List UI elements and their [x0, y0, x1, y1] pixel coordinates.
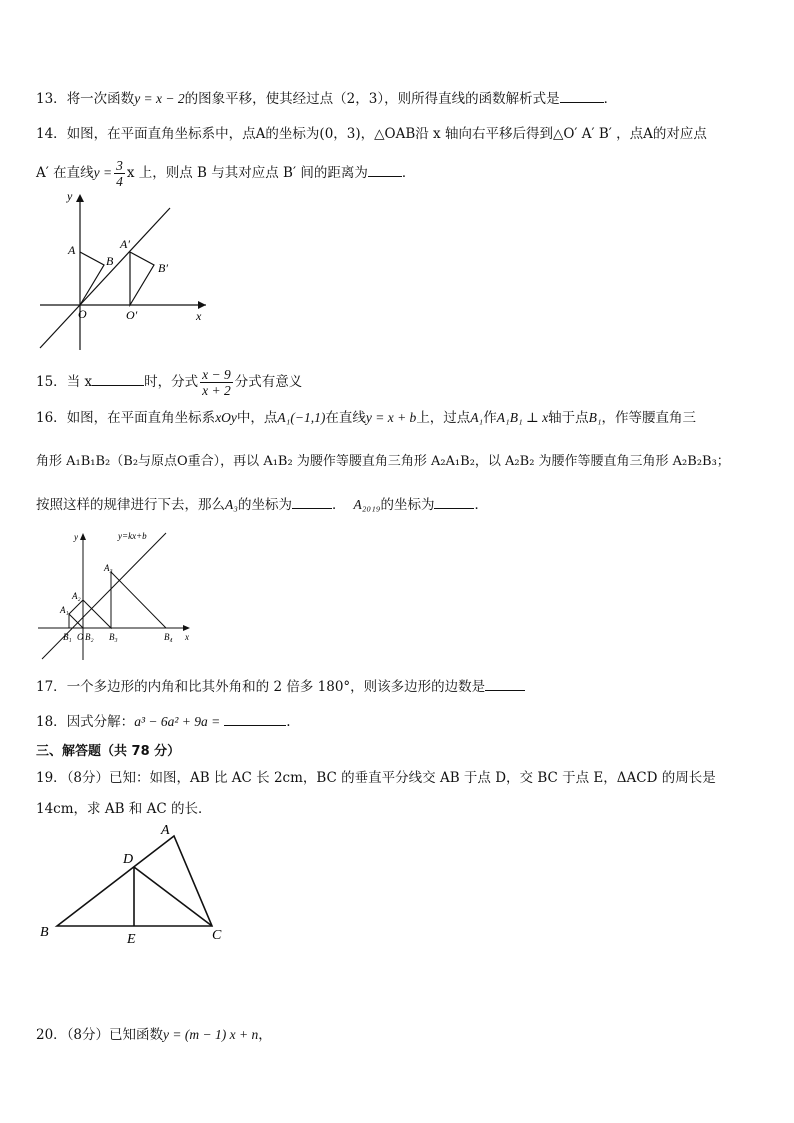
y-axis-arrow — [80, 533, 86, 540]
label-B4: B₄ — [164, 632, 173, 642]
triangle-A1B1B2 — [69, 614, 83, 628]
answer-blank[interactable] — [368, 162, 402, 177]
label-D: D — [123, 852, 134, 867]
label-C: C — [212, 928, 222, 943]
label-O: O — [78, 307, 87, 321]
section-3-title: 三、解答题（共 78 分） — [36, 744, 181, 759]
question-18: 18．因式分解：a³ − 6a² + 9a = . — [36, 711, 291, 732]
label-B1: B₁ — [63, 632, 72, 642]
q14-figure — [30, 190, 220, 355]
question-20: 20．（8分）已知函数y = (m − 1) x + n， — [36, 1027, 272, 1043]
answer-blank[interactable] — [485, 676, 525, 691]
question-19-line1: 19．（8分）已知：如图，AB 比 AC 长 2cm，BC 的垂直平分线交 AB 于点 D，交 BC 于点 E，ΔACD 的周长是 — [36, 770, 716, 786]
label-B: B — [40, 925, 49, 940]
line-kx-b — [42, 533, 166, 659]
fraction: $\frac{3}{4}$ — [116, 158, 123, 189]
question-14-line1: 14．如图，在平面直角坐标系中，点A的坐标为(0，3)，△OAB沿 x 轴向右平移后得到△O′ A′ B′ ，点A的对应点 — [36, 126, 707, 142]
label-B3: B₃ — [109, 632, 118, 642]
y-axis-arrow — [76, 194, 84, 202]
fraction: $\frac{x - 9}{x + 2}$ — [202, 367, 231, 398]
label-A: A — [68, 243, 76, 257]
label-line: y=kx+b — [118, 531, 147, 541]
question-16-line1: 16．如图，在平面直角坐标系xOy中，点A₁(−1,1)在直线y = x + b上，过点A₁作A₁B₁ ⊥ x轴于点B₁，作等腰直角三 — [36, 410, 697, 426]
answer-blank[interactable] — [292, 494, 332, 509]
q19-figure — [36, 818, 236, 948]
label-x: x — [185, 632, 189, 642]
answer-blank[interactable] — [434, 494, 474, 509]
label-y: y — [67, 190, 73, 203]
triangle-OAB — [80, 252, 104, 305]
label-B: B — [106, 254, 114, 268]
question-14-line2: A′ 在直线y = $\frac{3}{4}$ x 上，则点 B 与其对应点 B′ 间的距离为 ． — [36, 158, 416, 189]
label-O: O — [77, 632, 84, 642]
label-y: y — [74, 532, 78, 542]
question-19-line2: 14cm，求 AB 和 AC 的长． — [36, 801, 212, 817]
label-x: x — [196, 309, 202, 323]
answer-blank[interactable] — [92, 371, 144, 386]
triangles-A2B2B3-A3B3B4 — [83, 572, 166, 628]
label-Bp: B′ — [158, 261, 168, 275]
q16-figure — [36, 525, 196, 665]
question-13: 13．将一次函数y = x − 2的图象平移，使其经过点（2，3），则所得直线的函数解析式是 ． — [36, 88, 617, 109]
label-A2: A₂ — [72, 591, 81, 601]
label-A1: A₁ — [60, 605, 69, 615]
answer-blank[interactable] — [560, 88, 604, 103]
x-axis-arrow — [183, 625, 190, 631]
line-y-3-4x — [40, 208, 170, 348]
label-Ap: A′ — [120, 237, 130, 251]
label-Op: O′ — [126, 308, 138, 322]
label-A3: A₃ — [104, 563, 113, 573]
triangle-OpApBp — [130, 252, 154, 305]
label-B2: B₂ — [85, 632, 94, 642]
label-E: E — [127, 932, 136, 947]
x-axis-arrow — [198, 301, 206, 309]
question-17: 17．一个多边形的内角和比其外角和的 2 倍多 180°，则该多边形的边数是 — [36, 676, 525, 697]
question-16-line2: 角形 A₁B₁B₂（B₂与原点O重合），再以 A₁B₂ 为腰作等腰直角三角形 A₂A₁B₂，以 A₂B₂ 为腰作等腰直角三角形 A₂B₂B₃； — [36, 454, 730, 469]
label-A: A — [161, 823, 170, 838]
question-15: 15．当 x 时，分式 $\frac{x - 9}{x + 2}$ 分式有意义 — [36, 367, 303, 398]
answer-blank[interactable] — [224, 711, 286, 726]
question-16-line3: 按照这样的规律进行下去，那么A₃的坐标为 ． A₂₀₁₉的坐标为 ． — [36, 494, 488, 515]
